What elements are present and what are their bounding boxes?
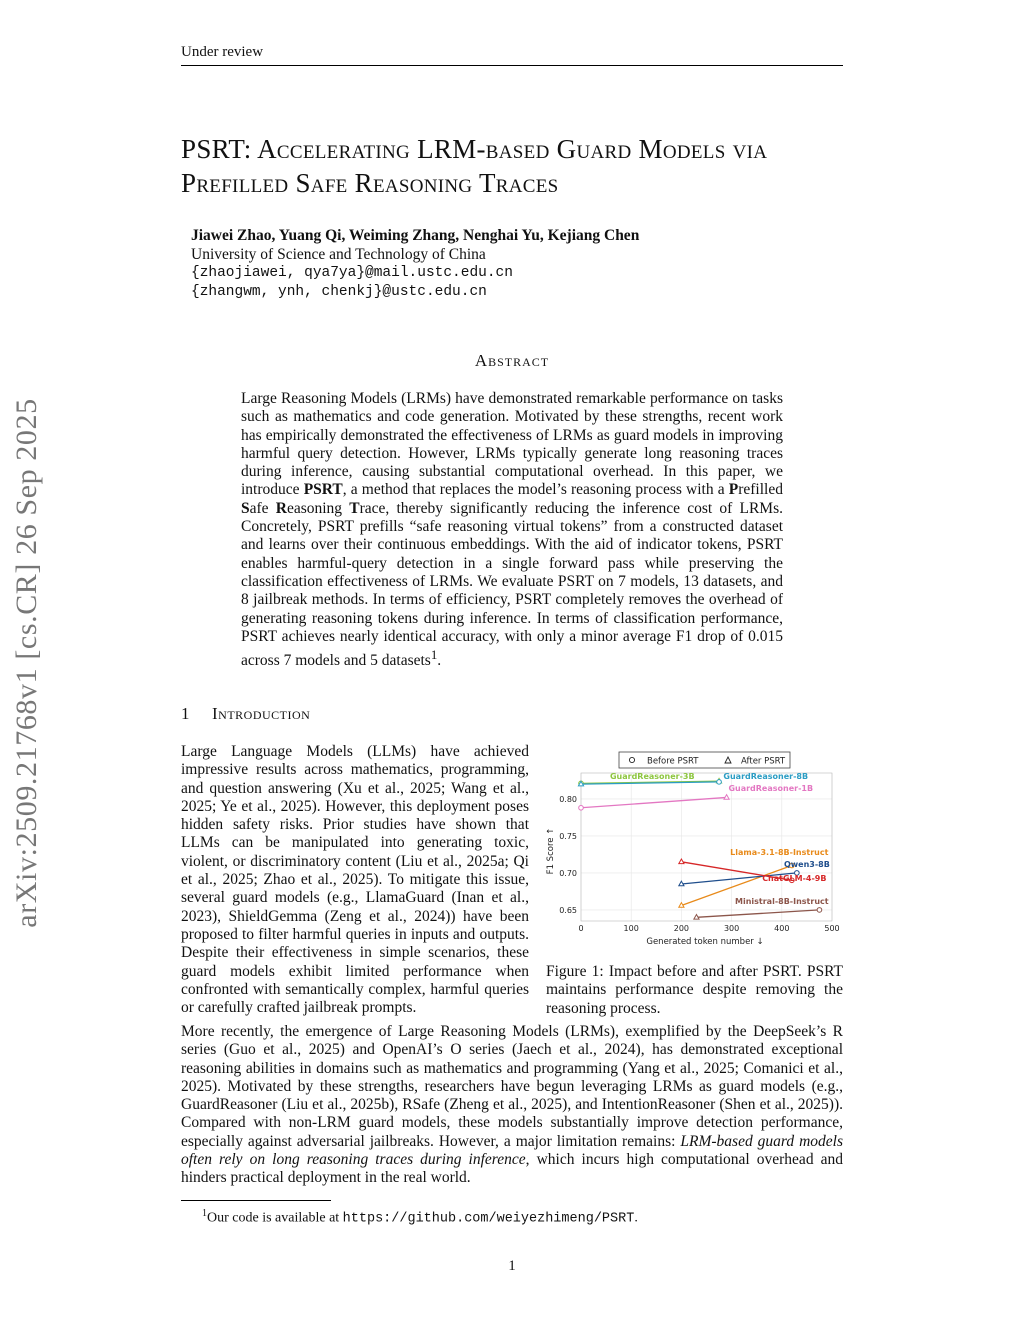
x-tick-label: 200 [673,924,690,933]
series-label: GuardReasoner-3B [609,771,695,781]
point-after [679,903,684,908]
abstract-text: , thereby significantly reducing the inference cost of LRMs. Concretely, PSRT prefills “safe reasoning virtual tokens” from a constructed dataset and learns over their continuous embeddings. With the aid of indicator tokens, PSRT enables harmful-query detection in a single forward pass while preserving the classification effectiveness of LRMs. We evaluate PSRT on 7 models, 13 datasets, and 8 jailbreak methods. In terms of efficiency, PSRT completely removes the overhead of generating reasoning tokens during inference. In terms of classification performance, PSRT achieves nearly identical accuracy, with only a minor average F1 drop of 0.015 across 7 models and 5 datasets [241,499,783,670]
figure-1-chart [545,748,845,948]
series-line [696,910,819,917]
abstract-heading: Abstract [474,351,550,370]
x-tick-label: 400 [774,924,790,933]
y-tick-label: 0.65 [559,905,577,915]
intro-text: More recently, the emergence of Large Reasoning Models (LRMs), exemplified by the DeepSeek’s R series (Guo et al., 2025) and OpenAI’s O series (Jaech et al., 2024), has demonstrated exceptional reasoning abilities in domains such as mathematics and programming (Yang et al., 2025; Comanici et al., 2025). Motivated by these strengths, researchers have begun leveraging LRMs as guard models (e.g., GuardReasoner (Liu et al., 2025b), RSafe (Zheng et al., 2025), and IntentionReasoner (Shen et al., 2025)). Compared with non-LRM guard models, these models substantially improve detection performance, especially against adversarial jailbreaks. However, a major limitation remains: [181,1023,843,1150]
x-tick-label: 300 [723,924,740,933]
intro-emphasis: LRM-based guard models often rely on long reasoning traces during inference [181,1132,843,1169]
abstract-text: race [359,499,386,517]
abstract-text: Large Reasoning Models (LRMs) have demonstrated remarkable performance on tasks such as mathematics and code generation. Motivated by these strengths, recent work has empirically demonstrated the effectiveness of LRMs as guard models in improving harmful query detection. However, LRMs typically generate long reasoning traces during inference, causing substantial computational overhead. In this paper, we introduce [241,390,783,499]
footnote-text: . [634,1210,638,1226]
acronym-letter: R [275,499,287,517]
abstract-text: . [437,652,442,670]
x-tick-label: 500 [824,924,840,933]
x-tick-label: 0 [578,924,584,933]
series-label: Ministral-8B-Instruct [735,896,829,906]
point-before [579,805,584,810]
acronym-letter: T [349,499,360,517]
abstract-text: afe [249,499,276,517]
figure-caption: Figure 1: Impact before and after PSRT. PSRT maintains performance despite removing the reasoning process. [546,963,843,1017]
point-after [679,881,684,886]
abstract-body [241,390,783,671]
legend-label-before: Before PSRT [647,756,699,767]
series-label: Llama-3.1-8B-Instruct [730,848,829,858]
intro-paragraph-1: Large Language Models (LLMs) have achieved impressive results across mathematics, programming, and question answering (Xu et al., 2025; Wang et al., 2025; Ye et al., 2025). However, this deployment poses hidden safety risks. Prior studies have shown that LLMs can be manipulated into generating toxic, violent, or discriminatory content (Liu et al., 2025a; Qi et al., 2025; Zhao et al., 2025). To mitigate this issue, several guard models (e.g., LlamaGuard (Inan et al., 2023), ShieldGemma (Zeng et al., 2024)) have been proposed to filter harmful queries in inputs and outputs. Despite their effectiveness in simple scenarios, these guard models exhibit limited performance when confronted with semantically complex, harmful queries or carefully crafted jailbreak prompts. [181,743,529,1017]
y-axis-label: F1 Score ↑ [546,827,556,875]
footnote [202,1208,638,1227]
point-after [679,859,684,864]
x-tick-label: 100 [623,924,639,933]
footnote-rule [181,1200,331,1201]
point-after [694,915,699,920]
point-before [717,780,722,785]
series-label: ChatGLM-4-9B [762,874,827,884]
abstract-text: easoning [286,499,350,517]
intro-text: , which incurs high computational overhead and hinders practical deployment in the real world. [181,1151,843,1187]
arxiv-stamp-text: arXiv:2509.21768v1 [cs.CR] 26 Sep 2025 [10,398,43,928]
email-line: {zhangwm, ynh, chenkj}@ustc.edu.cn [191,284,487,300]
authors: Jiawei Zhao, Yuang Qi, Weiming Zhang, Nenghai Yu, Kejiang Chen [191,227,640,244]
section-title: Introduction [212,704,311,723]
footnote-mark: 1 [202,1208,207,1219]
affiliation: University of Science and Technology of China [191,246,486,263]
footnote-text: Our code is available at [207,1210,343,1226]
code-link[interactable]: https://github.com/weiyezhimeng/PSRT [342,1211,635,1227]
series-label: GuardReasoner-8B [723,771,809,781]
page-number: 1 [508,1258,516,1274]
intro-paragraph-2 [181,1023,843,1188]
x-axis-label: Generated token number ↓ [646,937,764,947]
abstract-text: refilled [738,481,783,499]
abstract-psrt: PSRT [303,481,343,499]
acronym-letter: P [728,481,739,499]
y-tick-label: 0.70 [559,868,577,878]
abstract-text: , a method that replaces the model’s reasoning process with a [342,481,729,499]
legend-label-after: After PSRT [741,756,786,767]
point-before [817,908,822,913]
footnote-mark: 1 [430,647,438,663]
email-line: {zhaojiawei, qya7ya}@mail.ustc.edu.cn [191,265,513,281]
section-number: 1 [181,704,190,723]
point-after [724,795,729,800]
y-tick-label: 0.75 [559,831,577,841]
series-label: GuardReasoner-1B [728,783,814,793]
series-label: Qwen3-8B [783,859,830,869]
y-tick-label: 0.80 [559,794,577,804]
arxiv-stamp [0,373,50,953]
header-rule [181,65,843,66]
section-heading [181,704,310,724]
acronym-letter: S [241,499,250,517]
running-header: Under review [181,44,264,60]
paper-title: PSRT: Accelerating LRM-based Guard Models via Prefilled Safe Reasoning Traces [181,134,768,198]
